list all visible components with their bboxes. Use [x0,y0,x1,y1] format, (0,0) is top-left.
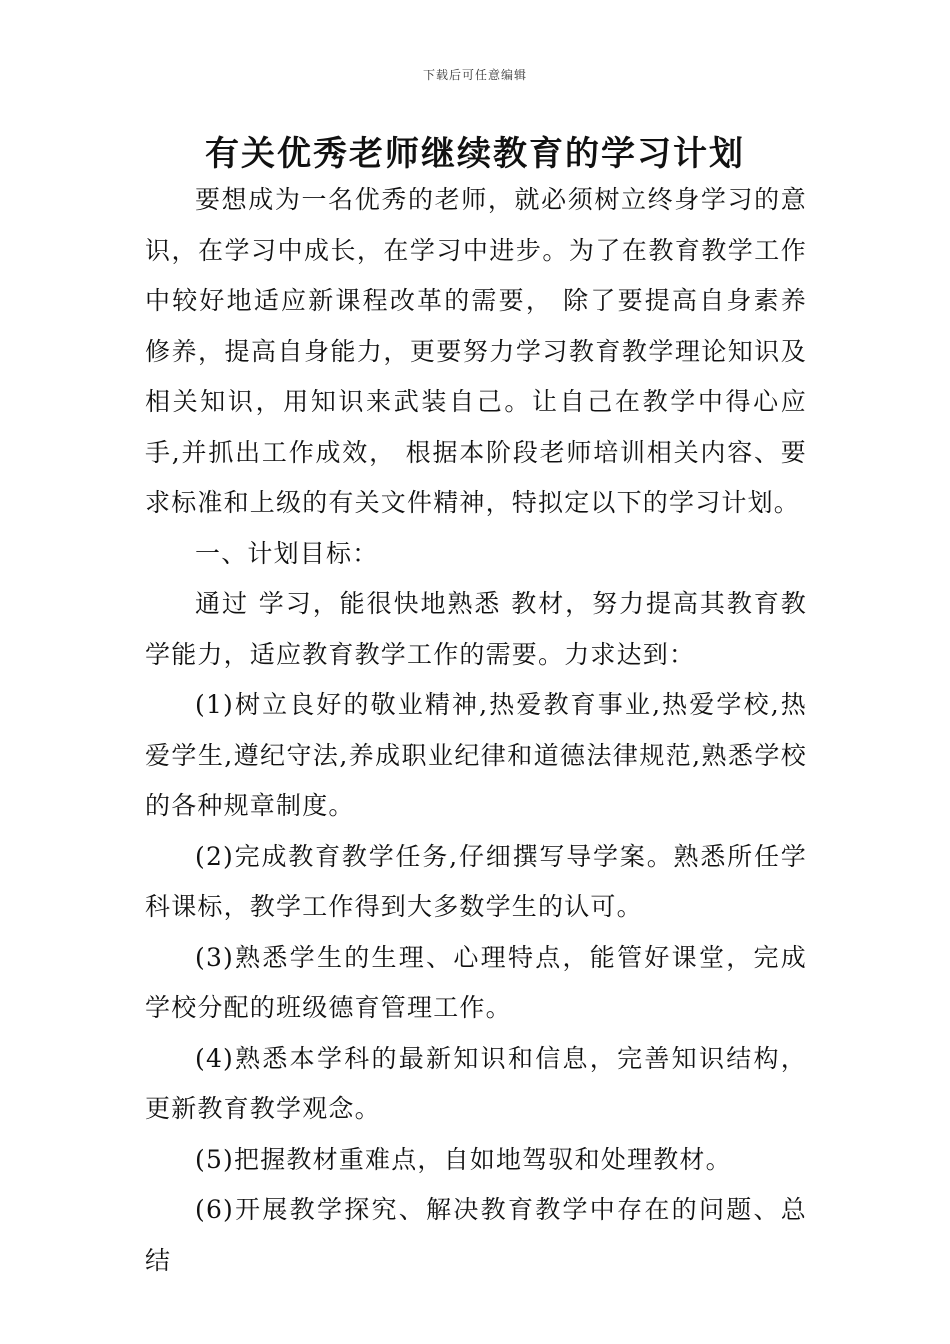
goal-item-6: (6)开展教学探究、解决教育教学中存在的问题、总结 [145,1195,807,1275]
goal-item-2: (2)完成教育教学任务,仔细撰写导学案。熟悉所任学科课标，教学工作得到大多数学生的认可。 [145,841,807,921]
document-body [145,175,807,1286]
header-note: 下载后可任意编辑 [422,68,527,82]
paragraph-goals: 通过 学习，能很快地熟悉 教材，努力提高其教育教学能力，适应教育教学工作的需要。力求达到： [145,589,807,669]
goal-item-3: (3)熟悉学生的生理、心理特点，能管好课堂，完成学校分配的班级德育管理工作。 [145,942,807,1022]
paragraph-intro: 要想成为一名优秀的老师，就必须树立终身学习的意识，在学习中成长，在学习中进步。为了在教育教学工作中较好地适应新课程改革的需要， 除了要提高自身素养修养，提高自身能力，更要努力学习教育教学理论知识及相关知识，用知识来武装自己。让自己在教学中得心应手,并抓出工作成效， 根据本阶段老师培训相关内容、要求标准和上级的有关文件精神，特拟定以下的学习计划。 [145,185,807,517]
section-heading-goals: 一、计划目标： [195,538,379,568]
goal-item-4: (4)熟悉本学科的最新知识和信息，完善知识结构，更新教育教学观念。 [145,1043,807,1123]
goal-item-1: (1)树立良好的敬业精神,热爱教育事业,热爱学校,热爱学生,遵纪守法,养成职业纪律和道德法律规范,熟悉学校的各种规章制度。 [145,690,807,820]
goal-item-5: (5)把握教材重难点，自如地驾驭和处理教材。 [195,1144,732,1174]
document-title: 有关优秀老师继续教育的学习计划 [205,134,745,174]
